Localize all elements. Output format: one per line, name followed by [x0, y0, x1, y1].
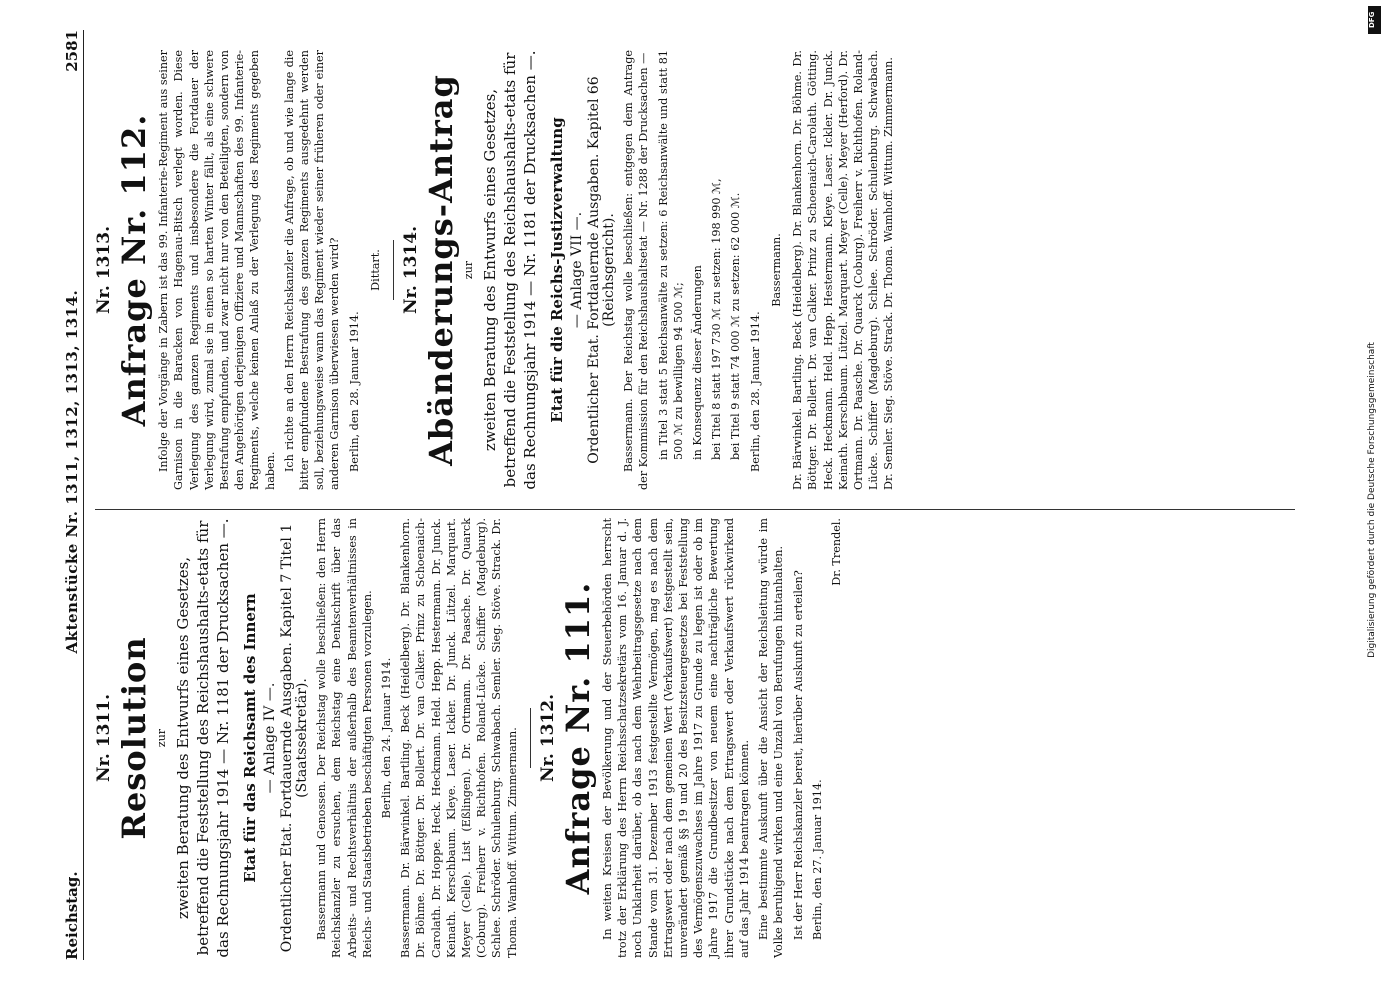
header-title: Aktenstücke Nr. 1311, 1312, 1313, 1314. — [63, 289, 81, 654]
section-ausgaben: Ordentlicher Etat. Fortdauernde Ausgaben. Kapitel 7 Titel 1 (Staatssekretär). — [278, 523, 311, 953]
section-title: Anfrage Nr. 111. — [559, 581, 598, 895]
anfrage-date: Berlin, den 27. Januar 1914. — [810, 779, 824, 940]
section-title: Abänderungs-Antrag — [422, 74, 461, 466]
anfrage-body-3: Ist der Herr Reichskanzler bereit, hierüber Auskunft zu erteilen? — [791, 570, 805, 940]
section-anlage: — Anlage IV —. — [261, 682, 278, 794]
section-title: Resolution — [115, 636, 154, 840]
anfrage-date: Berlin, den 28. Januar 1914. — [347, 311, 361, 472]
anfrage-body: In weiten Kreisen der Bevölkerung und der Steuerbehörden herrscht trotz der Erklärung des Herrn Reichsschatzsekretärs vom 16. Januar d. J. noch Unklarheit darüber, ob das nach dem Wehrbeitragsgesetze nach dem Stande vom 31. Dezember 1913 festgestellte Vermögen, mag es nach dem Ertragswert oder nach dem gemeinen Wert (Verkaufswert) festgestellt sein, unverändert gemäß §§ 19 und 20 des Besitzsteuergesetzes bei Feststellung des Vermögenszuwachses im Jahre 1917 zu Grunde zu legen ist oder ob im Jahre 1917 die Grundbesitzer von neuem eine nachträgliche Bewertung ihrer Grundstücke nach dem Ertragswert oder Verkaufswert rückwirkend auf das Jahr 1914 beantragen können. — [601, 518, 751, 958]
section-zur: zur — [155, 728, 169, 748]
section-anlage: — Anlage VII —. — [568, 211, 585, 329]
digitization-note: Digitalisierung gefördert durch die Deutsche Forschungsgemeinschaft — [1367, 342, 1377, 658]
section-number: Nr. 1314. — [401, 226, 422, 315]
page-number: 2581 — [63, 30, 81, 72]
anfrage-signature: Dr. Trendel. — [829, 518, 843, 586]
section-number: Nr. 1313. — [94, 226, 114, 315]
section-title: Anfrage Nr. 112. — [115, 113, 154, 427]
resolution-date: Berlin, den 24. Januar 1914. — [380, 657, 394, 819]
section-subject: zweiten Beratung des Entwurfs eines Gesetzes, betreffend die Feststellung des Reichshaushalts-etats für das Rechnungsjahr 1914 — Nr. 1181 der Drucksachen —. — [481, 50, 540, 490]
section-number: Nr. 1311. — [94, 694, 114, 783]
anfrage-signature: Dittart. — [368, 249, 382, 291]
antrag-item: bei Titel 8 statt 197 730 ℳ zu setzen: 198 990 ℳ, — [710, 178, 724, 460]
antrag-item: bei Titel 9 statt 74 000 ℳ zu setzen: 62 000 ℳ. — [729, 192, 743, 460]
section-zur: zur — [462, 260, 476, 280]
section-etat: Etat für das Reichsamt des Innern — [241, 593, 260, 883]
section-1311 — [94, 518, 520, 958]
antrag-item: in Konsequenz dieser Änderungen — [691, 265, 705, 460]
section-etat: Etat für die Reichs-Justizverwaltung — [548, 117, 567, 423]
section-subject: zweiten Beratung des Entwurfs eines Gesetzes, betreffend die Feststellung des Reichshaushalts-etats für das Rechnungsjahr 1914 — Nr. 1181 der Drucksachen —. — [174, 518, 233, 958]
anfrage-body-2: Eine bestimmte Auskunft über die Ansicht der Reichsleitung würde im Volke beruhigend wirken und eine Unzahl von Berufungen hintanhalten. — [757, 518, 786, 958]
anfrage-body-2: Ich richte an den Herrn Reichskanzler die Anfrage, ob und wie lange die bitter empfundene Bestrafung des ganzen Regiments ausgedehnt werden soll, beziehungsweise wann das Regiment wieder seiner früheren oder einer anderen Garnison überwiesen werden wird? — [282, 50, 342, 490]
resolution-body: Bassermann und Genossen. Der Reichstag wolle beschließen: den Herrn Reichskanzler zu ersuchen, dem Reichstag eine Denkschrift über das Arbeits- und Rechtsverhältnis der außerhalb des Beamtenverhältnisses in Reichs- und Staatsbetrieben beschäftigten Personen vorzulegen. — [315, 518, 374, 958]
antrag-signatories: Dr. Bärwinkel. Bartling. Beck (Heidelberg). Dr. Blankenhorn. Dr. Böhme. Dr. Böttger. Dr. Bollert. Dr. van Calker. Prinz zu Schoenaich-Carolath. Götting. Heck. Heckmann. Held. Hepp. Hestermann. Kleye. Laser. Ickler. Dr. Junck. Keinath. Kerschbaum. Lützel. Marquart. Meyer (Celle). Meyer (Herford). Dr. Ortmann. Dr. Paasche. Dr. Quarck (Coburg). Freiherr v. Richthofen. Roland-Lücke. Schiffer (Magdeburg). Schlee. Schröder. Schulenburg. Schwabach. Dr. Semler. Sieg. Stöve. Strack. Dr. Thoma. Wamhoff. Wittum. Zimmermann. — [791, 50, 896, 490]
section-number: Nr. 1312. — [537, 694, 558, 783]
dfg-logo: DFG — [1368, 6, 1381, 34]
section-1313 — [94, 50, 383, 490]
antrag-date: Berlin, den 28. Januar 1914. — [748, 311, 762, 472]
header-left: Reichstag. — [63, 871, 81, 960]
digitization-strip — [1340, 0, 1380, 1000]
antrag-item: in Titel 3 statt 5 Reichsanwälte zu setzen: 6 Reichsanwälte und statt 81 500 ℳ zu bewilligen 94 500 ℳ; — [656, 50, 685, 460]
section-rule — [530, 708, 531, 768]
section-rule — [393, 240, 394, 300]
section-ausgaben: Ordentlicher Etat. Fortdauernde Ausgaben. Kapitel 66 (Reichsgericht). — [585, 76, 618, 464]
anfrage-body: Infolge der Vorgänge in Zabern ist das 99. Infanterie-Regiment aus seiner Garnison in die Baracken von Hagenau-Bitsch verlegt worden. Diese Verlegung des ganzen Regiments und insbesondere die Fortdauer der Verlegung wird, zumal sie in einen so harten Winter fällt, als eine schwere Bestrafung empfunden, und zwar nicht nur von den Beteiligten, sondern von den Angehörigen derjenigen Offiziere und Mannschaften des 99. Infanterie-Regiments, welche keinen Anlaß zu der Verlegung des Regiments gegeben haben. — [157, 50, 277, 490]
antrag-intro: Bassermann. Der Reichstag wolle beschließen: entgegen dem Antrage der Kommission für den Reichshaushaltsetat — Nr. 1288 der Drucksachen — — [622, 50, 651, 490]
section-1314 — [401, 50, 896, 490]
left-column — [95, 518, 848, 958]
page-header — [55, 30, 84, 960]
column-divider — [95, 509, 1295, 510]
antrag-lead-signatory: Bassermann. — [769, 233, 783, 307]
section-1312 — [537, 518, 844, 958]
resolution-signatories: Bassermann. Dr. Bärwinkel. Bartling. Beck (Heidelberg). Dr. Blankenhorn. Dr. Böhme. Dr. Böttger. Dr. Bollert. Dr. van Calker. Prinz zu Schoenaich-Carolath. Dr. Hoppe. Heck. Heckmann. Held. Hepp. Hestermann. Dr. Junck. Keinath. Kerschbaum. Kleye. Laser. Ickler. Dr. Junck. Lützel. Marquart. Meyer (Celle). List (Eßlingen). Dr. Ortmann. Dr. Paasche. Dr. Quarck (Coburg). Freiherr v. Richthofen. Roland-Lücke. Schiffer (Magdeburg). Schlee. Schröder. Schulenburg. Schwabach. Semler. Sieg. Stöve. Strack. Dr. Thoma. Wamhoff. Wittum. Zimmermann. — [399, 518, 519, 958]
right-column — [95, 50, 901, 490]
